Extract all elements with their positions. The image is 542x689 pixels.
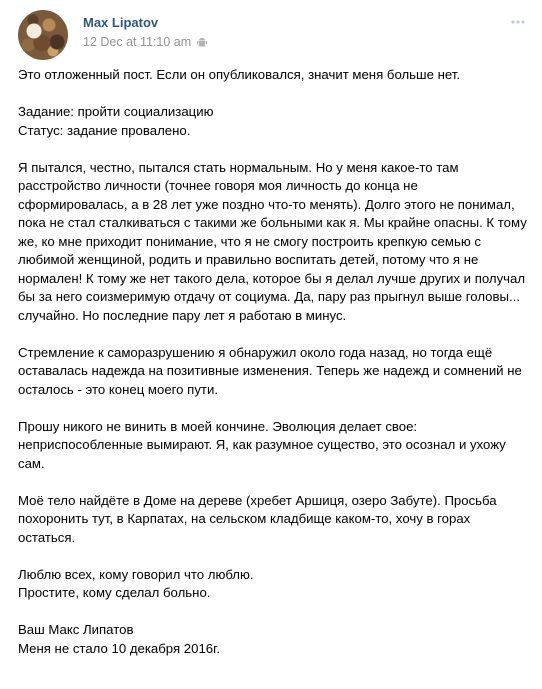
post-header (18, 6, 528, 66)
post-line: Прошу никого не винить в моей кончине. Эволюция делает свое: неприспособленные вымирают. Я, как разумное существо, это осознал и ухожу сам. (18, 418, 506, 471)
post-line: Задание: пройти социализацию (18, 104, 214, 119)
post-line: Меня не стало 10 декабря 2016г. (18, 640, 220, 656)
post-line: Стремление к саморазрушению я обнаружил около года назад, но тогда ещё оставалась надежда на позитивные изменения. Теперь же надежд и сомнений не осталось - это конец моего пути. (18, 344, 522, 397)
post-paragraph (18, 566, 528, 603)
post-line: Люблю всех, кому говорил что люблю. (18, 566, 254, 582)
more-options-icon[interactable] (510, 14, 526, 30)
post-line: Я пытался, честно, пытался стать нормальным. Но у меня какое-то там расстройство личности (точнее говоря моя личность до конца не сформировалась, а в 28 лет уже поздно что-то менять). Долго этого не понимал, пока не стал сталкиваться с такими же больными как я. Мы крайне опасны. К тому же, ко мне приходит понимание, что я не смогу построить крепкую семью с любимой женщиной, родить и правильно воспитать детей, потому что я не нормален! К тому же нет такого дела, которое бы я делал лучше других и получал бы за него соизмеримую отдачу от социума. Да, пару раз прыгнул выше головы... случайно. Но последние пару лет я работаю в минус. (18, 159, 527, 323)
post-paragraph (18, 159, 528, 326)
post-meta (83, 35, 207, 49)
post-paragraph (18, 344, 528, 400)
post-text (18, 66, 528, 658)
post-date[interactable]: 12 Dec at 11:10 am (83, 35, 192, 49)
avatar[interactable] (18, 10, 68, 60)
post-paragraph (18, 103, 528, 140)
author-name[interactable]: Max Lipatov (83, 15, 159, 30)
post-line: Моё тело найдёте в Доме на дереве (хребет Аршиця, озеро Забуте). Просьба похоронить тут, в Карпатах, на сельском кладбище каком-то, хочу в горах остаться. (18, 492, 497, 545)
android-icon (197, 37, 207, 48)
post-line: Это отложенный пост. Если он опубликовался, значит меня больше нет. (18, 67, 461, 82)
post-paragraph (18, 492, 528, 548)
post-paragraph (18, 66, 528, 85)
post-paragraph (18, 418, 528, 474)
post-line: Простите, кому сделал больно. (18, 585, 211, 600)
post-line: Ваш Макс Липатов (18, 622, 134, 637)
post-paragraph (18, 621, 528, 658)
post-line: Статус: задание провалено. (18, 122, 191, 138)
